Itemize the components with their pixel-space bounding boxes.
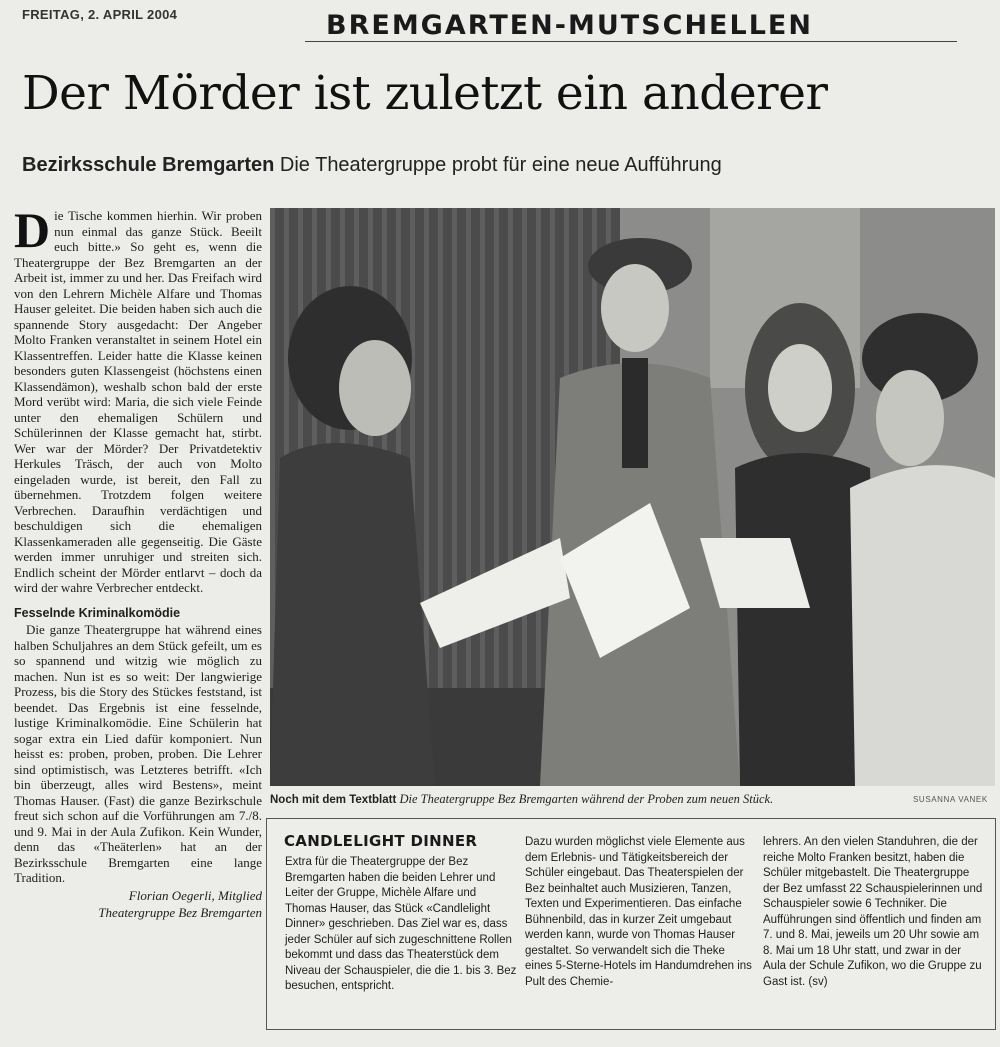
info-box-col-1 [285, 855, 517, 995]
header-rule [305, 41, 957, 42]
info-box-title: CANDLELIGHT DINNER [284, 832, 478, 850]
lead-text: ie Tische kommen hierhin. Wir proben nun einmal das ganze Stück. Beeilt euch bitte.» So geht es, wenn die Theatergruppe der Bez Bremgarten an der Arbeit ist, immer zu und her. Das Freifach wird von den Lehrern Michèle Alfare und Thomas Hauser geleitet. Die beiden haben sich auch die spannende Story ausgedacht: Der Angeber Molto Franken veranstaltet in seinem Hotel ein Klassentreffen. Leider hatte die Klasse keinen besonders guten Klassengeist (höchstens einen Klassendämon), weshalb schon bald der erste Mord verübt wird: Maria, die sich viele Feinde unter den ehemaligen Schülern und Schülerinnen der Klasse gemacht hat, stirbt. Wer war der Mörder? Der Privatdetektiv Herkules Träsch, der auch von Molto eingeladen wurde, ist bereit, den Fall zu übernehmen. Trotzdem folgen weitere Verbrechen. Daraufhin verdächtigen und beschuldigen sich die ehemaligen Klassenkameraden alle gegenseitig. Die Gäste werden immer unruhiger und streiten sich. Endlich scheint der Mörder entlarvt – doch da wird der wahre Verbrecher entdeckt. [14, 208, 262, 595]
caption-bold: Noch mit dem Textblatt [270, 794, 397, 806]
person-right-2 [850, 465, 995, 786]
info-box-col-3 [763, 835, 985, 990]
article-body [14, 202, 262, 921]
lead-paragraph [14, 202, 262, 596]
photo-caption [270, 792, 860, 807]
info-box-text-3: lehrers. An den vielen Standuhren, die der reiche Molto Franken besitzt, haben die Schüler mitgebastelt. Die Theatergruppe der Bez umfasst 22 Schauspielerinnen und Schauspieler sowie 6 Techniker. Die Aufführungen sind öffentlich und finden am 7. und 8. Mai, jeweils um 20 Uhr sowie am 8. Mai um 18 Uhr statt, und zwar in der Aula der Schule Zufikon, wo die Gruppe zu Gast ist. (sv) [763, 836, 983, 988]
dateline: FREITAG, 2. APRIL 2004 [22, 7, 178, 22]
caption-text: Die Theatergruppe Bez Bremgarten während der Proben zum neuen Stück. [399, 792, 774, 806]
rehearsal-photo [270, 208, 995, 786]
info-box-text-1: Extra für die Theatergruppe der Bez Bremgarten haben die beiden Lehrer und Leiter der Gruppe, Michèle Alfare und Thomas Hauser, das Stück «Candlelight Dinner» geschrieben. Das Ziel war es, dass jeder Schüler auf sich zugeschnittene Rollen bekommt und dass das Theaterstück dem Niveau der Schauspieler, die die 1. bis 3. Bez besuchen, entspricht. [285, 856, 517, 992]
author-line: Florian Oegerli, Mitglied [128, 887, 262, 903]
photo-credit: SUSANNA VANEK [913, 795, 988, 804]
author-group: Theatergruppe Bez Bremgarten [98, 905, 262, 920]
photo-image [270, 208, 995, 786]
headline: Der Mörder ist zuletzt ein anderer [22, 66, 828, 121]
subtitle: Die Theatergruppe probt für eine neue Aufführung [279, 154, 722, 176]
info-box [266, 818, 996, 1030]
kicker: Bezirksschule Bremgarten [22, 154, 275, 176]
subhead: Fesselnde Kriminalkomödie [14, 605, 181, 620]
subline [22, 154, 722, 177]
section-title: BREMGARTEN-MUTSCHELLEN [326, 10, 813, 41]
person-left-body [270, 443, 435, 786]
info-box-col-2 [525, 835, 753, 990]
drop-cap: D [14, 202, 51, 258]
info-box-text-2: Dazu wurden möglichst viele Elemente aus dem Erlebnis- und Tätigkeitsbereich der Schüler eingebaut. Das Theaterspielen der Bez beinhaltet auch Musizieren, Tanzen, Texten und Experimentieren. Das einfache Bühnenbild, das in kurzer Zeit umgebaut werden kann, wurde von Thomas Hauser gestaltet. So verwandelt sich die Theke eines 5-Sterne-Hotels im Handumdrehen ins Pult des Chemie- [525, 836, 752, 988]
body-paragraph: Die ganze Theatergruppe hat während eines halben Schuljahres an dem Stück gefeilt, um es so spannend und witzig wie möglich zu machen. Nun ist es so weit: Der langwierige Prozess, bis die Story des Stückes feststand, ist beendet. Das Ergebnis ist eine fesselnde, lustige Kriminalkomödie. Eine Schülerin hat sogar extra ein Lied dafür komponiert. Nun heisst es: proben, proben, proben. Die Lehrer sind optimistisch, was Letzteres betrifft. «Ich bin überzeugt, alles wird Bestens», meint Thomas Hauser. (Fast) die ganze Bezirkschule freut sich schon auf die Vorführungen am 7./8. und 9. Mai in der Aula Zufikon. Kein Wunder, denn das «Theäterlen» hat an der Bezirksschule Bremgarten eine lange Tradition. [14, 622, 262, 885]
